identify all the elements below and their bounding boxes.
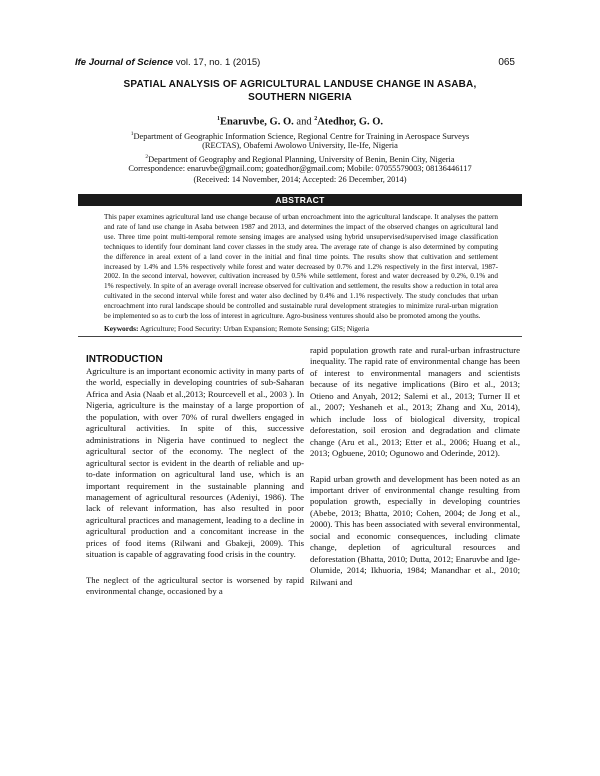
received-accepted-dates: (Received: 14 November, 2014; Accepted: 26 December, 2014) [193,175,407,184]
author-2-name: Atedhor, G. O. [317,116,384,128]
right-paragraph-1: rapid population growth rate and rural-urban infrastructure inequality. The rapid rate of environmental change has been of interest to environmental managers and scientists because of its negative implications (Biro et al., 2013; Otieno and Anyah, 2012; Salemi et al., 2013; Turner II et al., 2007; Yeshaneh et al., 2013; Zhang and Xu, 2014), which include loss of biological diversity, tropical deforestation, soil erosion and degradation and climate change (Aru et al., 2013; Etter et al., 2006; Huang et al., 2013; Ogbuene, 2010; Ogunowo and Oderinde, 2012). [310,345,520,459]
affiliation-2-text: Department of Geography and Regional Planning, University of Benin, Benin City, Nigeria [148,154,455,164]
section-divider [78,336,522,337]
author-1-superscript: 1 [216,116,220,122]
affiliation-1-text: Department of Geographic Information Science, Regional Centre for Training in Aerospace Surveys [133,131,470,141]
left-column [86,354,304,598]
right-paragraph-2: Rapid urban growth and development has been noted as an important driver of environmental change resulting from population growth, especially in developing countries (Abebe, 2013; Bhatta, 2010; Cohen, 2004; de Jong et al., 2000). This has been associated with several environmental, social and economic consequences, including climate change, depletion of agricultural resources and deforestation (Bhatta, 2010; Dutta, 2012; Enaruvbe and Ige-Olumide, 2014; Ikhuoria, 1984; Manandhar et al., 2010; Rilwani and [310,473,520,587]
affiliation-1-superscript: 1 [130,131,134,137]
affiliation-1-line-2: (RECTAS), Obafemi Awolowo University, Ile-Ife, Nigeria [202,141,398,150]
abstract-text: This paper examines agricultural land use change because of urban encroachment into the agricultural landscape. It analyses the pattern and rate of land use change in Asaba between 1987 and 2013, and determines the impact of the observed changes on agricultural land use. Three time point multi-temporal remote sensing images are analysed using hybrid unsupervised/supervised image classification techniques to identify four dominant land cover classes in the study area. The average rate of change is also determined by computing the difference in areal extent of a land cover in the initial and final time points. The results show that cultivation and settlement increased by 1.4% and 1.5% respectively while forest and water decreased by 0.7% and 1.2% respectively in the first interval, 1987-2002. In the second interval, however, cultivation increased by 0.5% while settlement, forest and water decreased by 0.2%, 0.1% and 1% respectively. In spite of an average overall increase observed for cultivation and settlement, the results show a reduction in total area cultivated in the second interval while forest and water also declined by 0.4% and 1.1% respectively. The study concludes that urban encroachment into rural landscape should be controlled and sustainable rural development strategies to minimize rural-urban migration be implemented so as to curb the loss of interest in agriculture. Agro-business ventures should also be promoted among the youths. [104,213,498,321]
author-list [100,116,500,128]
author-1-name: Enaruvbe, G. O. [219,116,294,128]
page-number: 065 [498,57,515,68]
keywords [104,324,498,333]
affiliation-2-superscript: 2 [145,154,149,160]
journal-volume: vol. 17, no. 1 (2015) [173,57,261,68]
paper-title-line-2: SOUTHERN NIGERIA [248,92,352,103]
paper-title-line-1: SPATIAL ANALYSIS OF AGRICULTURAL LANDUSE CHANGE IN ASABA, [123,79,477,90]
author-2-superscript: 2 [314,116,318,122]
keywords-label: Keywords: [104,324,139,333]
journal-header [75,57,260,68]
left-paragraph-2: The neglect of the agricultural sector is worsened by rapid environmental change, occasioned by a [86,574,304,597]
author-conjunction: and [293,116,315,128]
journal-name: Ife Journal of Science [75,57,174,68]
introduction-heading: INTRODUCTION [86,354,163,365]
correspondence: Correspondence: enaruvbe@gmail.com; goatedhor@gmail.com; Mobile: 07055579003; 08136446117 [128,164,472,173]
abstract-heading: ABSTRACT [78,194,522,206]
left-paragraph-1: Agriculture is an important economic activity in many parts of the world, especially in developing countries of sub-Saharan Africa and Asia (Naab et al.,2013; Rourcevell et al., 2003 ). In Nigeria, agriculture is the mainstay of a large proportion of the population, with over 70% of rural dwellers engaged in agricultural activities. In spite of this, successive administrations in Nigeria have continued to neglect the agricultural sector of the economy. The neglect of the agricultural sector is evident in the dearth of reliable and up-to-date information on agricultural land use, which is an important requirement in the sustainable planning and management of agricultural resources (Adeniyi, 1986). The lack of relevant information, has also resulted in poor agricultural practices and management, leading to a decline in agricultural production and a concomitant increase in the prices of food items (Rilwani and Gbakeji, 2009). This situation is capable of aggravating food crisis in the country. [86,366,304,560]
right-column [310,345,520,588]
keywords-values: Agriculture; Food Security: Urban Expansion; Remote Sensing; GIS; Nigeria [138,324,370,333]
